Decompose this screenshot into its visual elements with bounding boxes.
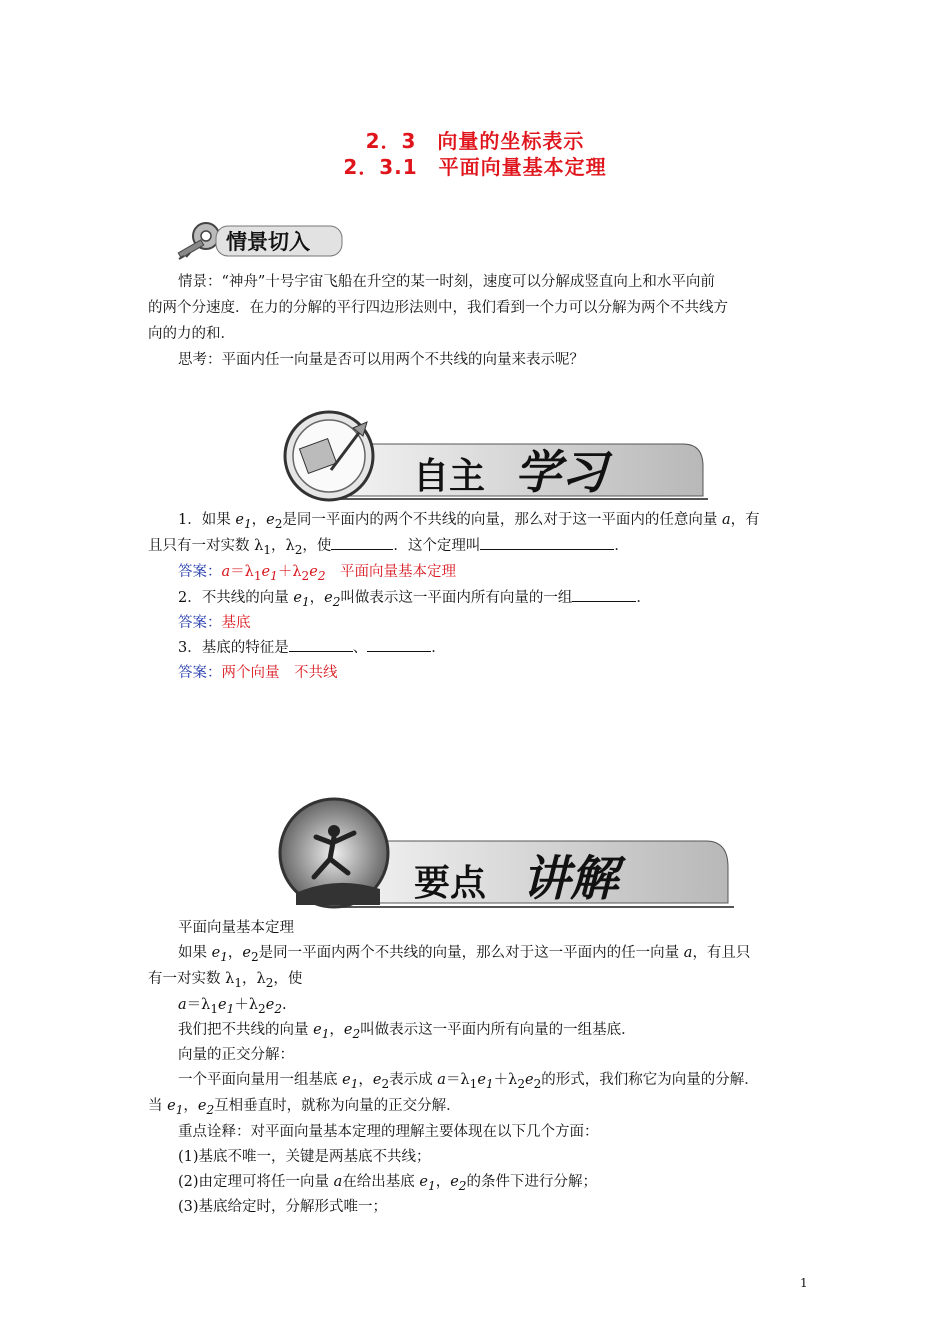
key-points-banner-text-a: 要点 xyxy=(414,863,487,904)
self-study-q3: 3．基底的特征是 、 ． xyxy=(178,637,446,659)
self-study-banner xyxy=(283,408,713,504)
key-points-note: 重点诠释：对平面向量基本定理的理解主要体现在以下几个方面： xyxy=(178,1124,599,1140)
key-points-banner xyxy=(276,797,738,913)
self-study-banner-text-a: 自主 xyxy=(413,456,486,497)
self-study-q1-line2: 且只有一对实数 $\lambda_1$，$\lambda_2$，使 ．这个定理叫 ． xyxy=(148,535,629,561)
scenario-think: 思考：平面内任一向量是否可以用两个不共线的向量来表示呢？ xyxy=(178,352,584,368)
key-points-note-3: (3)基底给定时，分解形式唯一； xyxy=(178,1199,388,1215)
key-points-line-7: 当 $e_1$，$e_2$互相垂直时，就称为向量的正交分解． xyxy=(148,1098,461,1117)
key-icon xyxy=(178,223,219,259)
self-study-a1: 答案：$a=\lambda_1e_1+\lambda_2e_2$ 平面向量基本定理 xyxy=(178,564,456,583)
scenario-banner-text: 情景切入 xyxy=(226,230,310,254)
answer-blank[interactable] xyxy=(331,535,393,550)
section-title: 2．3 向量的坐标表示 xyxy=(365,129,585,153)
scenario-line-3: 向的力的和． xyxy=(148,326,235,342)
key-points-banner-text-b: 讲解 xyxy=(522,851,619,907)
key-points-formula: $a=\lambda_1e_1+\lambda_2e_2$. xyxy=(178,997,287,1016)
ortho-heading: 向量的正交分解： xyxy=(178,1047,294,1063)
key-points-line-1: 如果 $e_1$，$e_2$是同一平面内两个不共线的向量，那么对于这一平面内的任一向量 a，有且只 xyxy=(178,945,751,964)
page-number: 1 xyxy=(800,1276,808,1290)
key-points-line-6: 一个平面向量用一组基底 $e_1$，$e_2$表示成 $a=\lambda_1e_1+\lambda_2e_2$的形式，我们称它为向量的分解． xyxy=(178,1072,759,1091)
answer-blank[interactable] xyxy=(367,637,431,652)
self-study-a3: 答案：两个向量 不共线 xyxy=(178,665,338,681)
self-study-banner-text-b: 学习 xyxy=(515,445,607,499)
answer-blank[interactable] xyxy=(480,535,614,550)
scenario-line-1: 情景：“神舟”十号宇宙飞船在升空的某一时刻，速度可以分解成竖直向上和水平向前 xyxy=(178,274,715,290)
key-points-line-2: 有一对实数 $\lambda_1$，$\lambda_2$，使 xyxy=(148,971,303,990)
subsection-title: 2．3.1 平面向量基本定理 xyxy=(343,155,607,179)
self-study-q2: 2．不共线的向量 $e_1$，$e_2$叫做表示这一平面内所有向量的一组 ． xyxy=(178,587,651,613)
key-points-line-4: 我们把不共线的向量 $e_1$，$e_2$叫做表示这一平面内所有向量的一组基底． xyxy=(178,1022,636,1041)
scenario-line-2: 的两个分速度．在力的分解的平行四边形法则中，我们看到一个力可以分解为两个不共线方 xyxy=(148,300,728,316)
key-points-note-1: (1)基底不唯一，关键是两基底不共线； xyxy=(178,1149,431,1165)
scenario-banner xyxy=(176,212,356,264)
key-points-note-2: (2)由定理可将任一向量 a在给出基底 $e_1$，$e_2$的条件下进行分解； xyxy=(178,1174,597,1193)
key-points-heading: 平面向量基本定理 xyxy=(178,920,294,936)
answer-blank[interactable] xyxy=(572,587,636,602)
self-study-a2: 答案：基底 xyxy=(178,615,251,631)
self-study-q1-line1: 1．如果 $e_1$，$e_2$是同一平面内的两个不共线的向量，那么对于这一平面内的任意向量 a，有 xyxy=(178,512,760,531)
answer-blank[interactable] xyxy=(289,637,353,652)
